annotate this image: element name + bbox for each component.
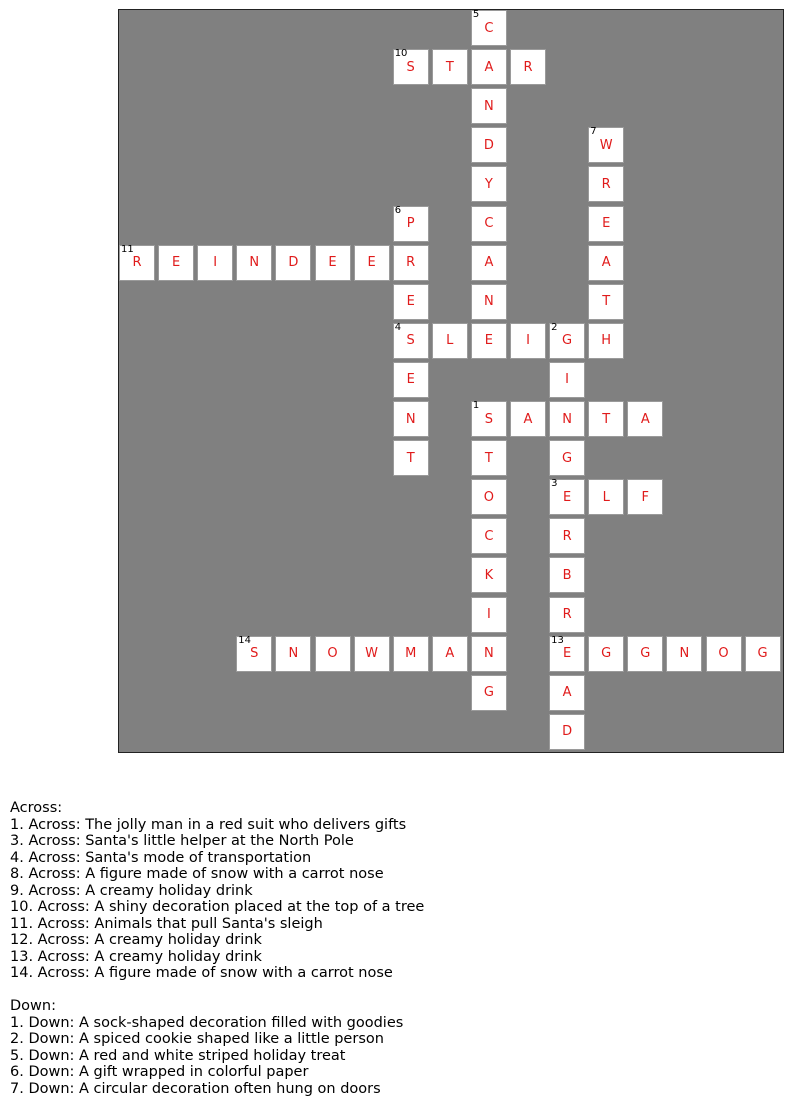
grid-cell[interactable] <box>471 88 507 124</box>
clue-spacer <box>10 982 424 999</box>
across-clue: 1. Across: The jolly man in a red suit who delivers gifts <box>10 816 407 833</box>
cell-letter: R <box>562 528 572 544</box>
grid-cell[interactable] <box>471 323 507 359</box>
cell-letter: E <box>328 255 337 271</box>
grid-cell[interactable] <box>588 245 624 281</box>
cell-letter: A <box>484 59 494 75</box>
cell-letter: E <box>484 333 493 349</box>
cell-letter: O <box>483 489 494 505</box>
across-clue: 3. Across: Santa's little helper at the North Pole <box>10 833 354 849</box>
grid-cell[interactable] <box>275 636 311 672</box>
cell-letter: N <box>484 646 494 662</box>
across-header: Across: <box>10 800 63 816</box>
grid-cell[interactable] <box>275 245 311 281</box>
clue-number: 14 <box>238 634 252 646</box>
grid-cell[interactable] <box>588 479 624 515</box>
cell-letter: E <box>171 255 181 271</box>
cell-letter: A <box>484 255 494 271</box>
cell-letter: H <box>601 333 612 349</box>
cell-letter: C <box>484 20 494 36</box>
clue-number: 7 <box>590 126 597 138</box>
cell-letter: A <box>640 411 650 427</box>
grid-cell[interactable] <box>549 675 585 711</box>
grid-cell[interactable] <box>354 245 390 281</box>
across-clue: 12. Across: A creamy holiday drink <box>10 932 262 948</box>
grid-cell[interactable] <box>471 245 507 281</box>
down-clue: 2. Down: A spiced cookie shaped like a little person <box>10 1031 384 1047</box>
clue-number: 5 <box>472 9 480 20</box>
grid-cell[interactable] <box>432 636 468 672</box>
grid-cell[interactable] <box>158 245 194 281</box>
cell-letter: I <box>565 372 570 388</box>
cell-letter: S <box>406 333 415 349</box>
grid-cell[interactable] <box>627 401 663 437</box>
cell-letter: W <box>365 646 379 662</box>
cell-letter: R <box>406 255 416 271</box>
grid-cell[interactable] <box>588 166 624 202</box>
grid-cell[interactable] <box>588 206 624 242</box>
down-clue: 1. Down: A sock-shaped decoration filled with goodies <box>10 1014 404 1031</box>
cell-letter: A <box>601 255 611 271</box>
cell-letter: C <box>484 528 494 544</box>
grid-cell[interactable] <box>236 636 272 672</box>
cell-letter: E <box>602 216 611 231</box>
grid-cell[interactable] <box>471 557 507 593</box>
cell-letter: T <box>602 411 611 427</box>
grid-cell[interactable] <box>354 636 390 672</box>
cell-letter: N <box>484 294 494 310</box>
grid-cell[interactable] <box>549 636 585 672</box>
grid-cell[interactable] <box>745 636 781 672</box>
grid-cell[interactable] <box>119 245 155 281</box>
clue-number: 3 <box>551 478 558 490</box>
grid-cell[interactable] <box>706 636 742 672</box>
cell-letter: G <box>562 333 573 349</box>
grid-cell[interactable] <box>471 479 507 515</box>
cell-letter: B <box>562 567 572 583</box>
cell-letter: E <box>562 646 572 662</box>
grid-cell[interactable] <box>627 479 663 515</box>
grid-cell[interactable] <box>471 284 507 320</box>
grid-cell[interactable] <box>510 323 546 359</box>
across-clue: 10. Across: A shiny decoration placed at the top of a tree <box>10 899 425 915</box>
across-clue: 14. Across: A figure made of snow with a carrot nose <box>10 965 393 981</box>
across-clue: 13. Across: A creamy holiday drink <box>10 948 262 965</box>
cell-letter: T <box>484 450 493 466</box>
grid-cell[interactable] <box>393 245 429 281</box>
cell-letter: T <box>445 59 454 75</box>
grid-cell[interactable] <box>432 49 468 85</box>
clue-number: 10 <box>394 48 408 60</box>
cell-letter: T <box>406 450 415 466</box>
cell-letter: E <box>367 255 376 271</box>
cell-letter: I <box>486 607 491 622</box>
grid-cell[interactable] <box>393 636 429 672</box>
grid-cell[interactable] <box>549 323 585 359</box>
cell-letter: F <box>641 489 650 505</box>
cell-letter: S <box>484 411 494 427</box>
grid-cell[interactable] <box>393 206 429 242</box>
cell-letter: N <box>405 411 416 427</box>
grid-cell[interactable] <box>471 440 507 476</box>
cell-letter: N <box>484 98 494 114</box>
cell-letter: D <box>483 137 494 153</box>
across-clue: 8. Across: A figure made of snow with a carrot nose <box>10 866 384 882</box>
grid-cell[interactable] <box>666 636 702 672</box>
cell-letter: G <box>757 646 768 662</box>
cell-letter: E <box>562 489 572 505</box>
cell-letter: N <box>249 255 260 271</box>
cell-letter: N <box>288 646 299 662</box>
grid-cell[interactable] <box>588 636 624 672</box>
grid-cell[interactable] <box>315 245 351 281</box>
down-clue: 5. Down: A red and white striped holiday treat <box>10 1047 346 1064</box>
cell-letter: A <box>445 646 455 662</box>
cell-letter: G <box>601 646 612 662</box>
cell-letter: G <box>483 685 494 701</box>
cell-letter: K <box>484 567 494 583</box>
grid-cell[interactable] <box>471 636 507 672</box>
grid-cell[interactable] <box>588 323 624 359</box>
clue-number: 4 <box>394 321 402 333</box>
cell-letter: I <box>213 255 218 271</box>
grid-cell[interactable] <box>315 636 351 672</box>
grid-cell[interactable] <box>549 557 585 593</box>
cell-letter: S <box>406 59 415 75</box>
grid-cell[interactable] <box>471 401 507 437</box>
cell-letter: R <box>562 607 572 622</box>
grid-cell[interactable] <box>588 127 624 163</box>
cell-letter: A <box>523 411 533 427</box>
down-clue: 6. Down: A gift wrapped in colorful paper <box>10 1064 309 1080</box>
grid-cell[interactable] <box>471 675 507 711</box>
grid-cell[interactable] <box>471 206 507 242</box>
grid-cell[interactable] <box>393 362 429 398</box>
crossword-grid <box>118 9 784 753</box>
cell-letter: E <box>406 372 415 388</box>
grid-cell[interactable] <box>432 323 468 359</box>
down-header: Down: <box>10 998 56 1014</box>
grid-cell[interactable] <box>549 518 585 554</box>
cell-letter: E <box>406 294 415 310</box>
grid-cell[interactable] <box>393 440 429 476</box>
grid-cell[interactable] <box>393 401 429 437</box>
grid-cell[interactable] <box>549 401 585 437</box>
grid-cell[interactable] <box>588 401 624 437</box>
across-clue: 4. Across: Santa's mode of transportation <box>10 849 312 866</box>
clue-number: 2 <box>551 321 558 333</box>
grid-cell[interactable] <box>549 597 585 633</box>
across-clue: 9. Across: A creamy holiday drink <box>10 882 253 899</box>
clue-number: 11 <box>121 243 134 255</box>
cell-letter: M <box>405 646 417 662</box>
cell-letter: R <box>601 176 611 192</box>
grid-cell[interactable] <box>549 440 585 476</box>
grid-cell[interactable] <box>471 166 507 202</box>
cell-letter: P <box>406 216 415 231</box>
clue-list <box>10 800 424 1097</box>
cell-letter: R <box>523 59 533 75</box>
cell-letter: N <box>679 646 690 662</box>
grid-cell[interactable] <box>549 479 585 515</box>
grid-cell[interactable] <box>549 362 585 398</box>
cell-letter: L <box>446 333 454 349</box>
grid-cell[interactable] <box>549 714 585 750</box>
cell-letter: R <box>132 255 142 271</box>
cell-letter: G <box>562 450 573 466</box>
grid-cell[interactable] <box>627 636 663 672</box>
cell-letter: T <box>602 294 611 310</box>
grid-cell[interactable] <box>393 323 429 359</box>
cell-letter: S <box>250 646 259 662</box>
cell-letter: I <box>526 333 530 349</box>
clue-number: 13 <box>551 634 564 646</box>
clue-number: 6 <box>394 204 402 216</box>
down-clue: 7. Down: A circular decoration often hung on doors <box>10 1080 381 1097</box>
grid-cell[interactable] <box>510 401 546 437</box>
cell-letter: D <box>288 255 299 271</box>
grid-cell[interactable] <box>393 49 429 85</box>
cell-letter: O <box>718 646 729 662</box>
cell-letter: N <box>562 411 572 427</box>
grid-cell[interactable] <box>588 284 624 320</box>
grid-cell[interactable] <box>471 49 507 85</box>
grid-cell[interactable] <box>393 284 429 320</box>
grid-cell[interactable] <box>471 597 507 633</box>
cell-letter: O <box>327 646 338 662</box>
cell-letter: Y <box>484 176 493 192</box>
grid-cell[interactable] <box>236 245 272 281</box>
grid-cell[interactable] <box>471 10 507 46</box>
grid-cell[interactable] <box>510 49 546 85</box>
grid-cell[interactable] <box>471 127 507 163</box>
across-clue: 11. Across: Animals that pull Santa's sleigh <box>10 915 323 932</box>
cell-letter: G <box>640 646 651 662</box>
cell-letter: D <box>562 724 573 740</box>
grid-cell[interactable] <box>197 245 233 281</box>
clue-number: 1 <box>472 400 480 411</box>
cell-letter: W <box>599 137 613 153</box>
grid-cell[interactable] <box>471 518 507 554</box>
cell-letter: L <box>602 489 610 505</box>
cell-letter: A <box>562 685 572 701</box>
cell-letter: C <box>484 216 494 231</box>
